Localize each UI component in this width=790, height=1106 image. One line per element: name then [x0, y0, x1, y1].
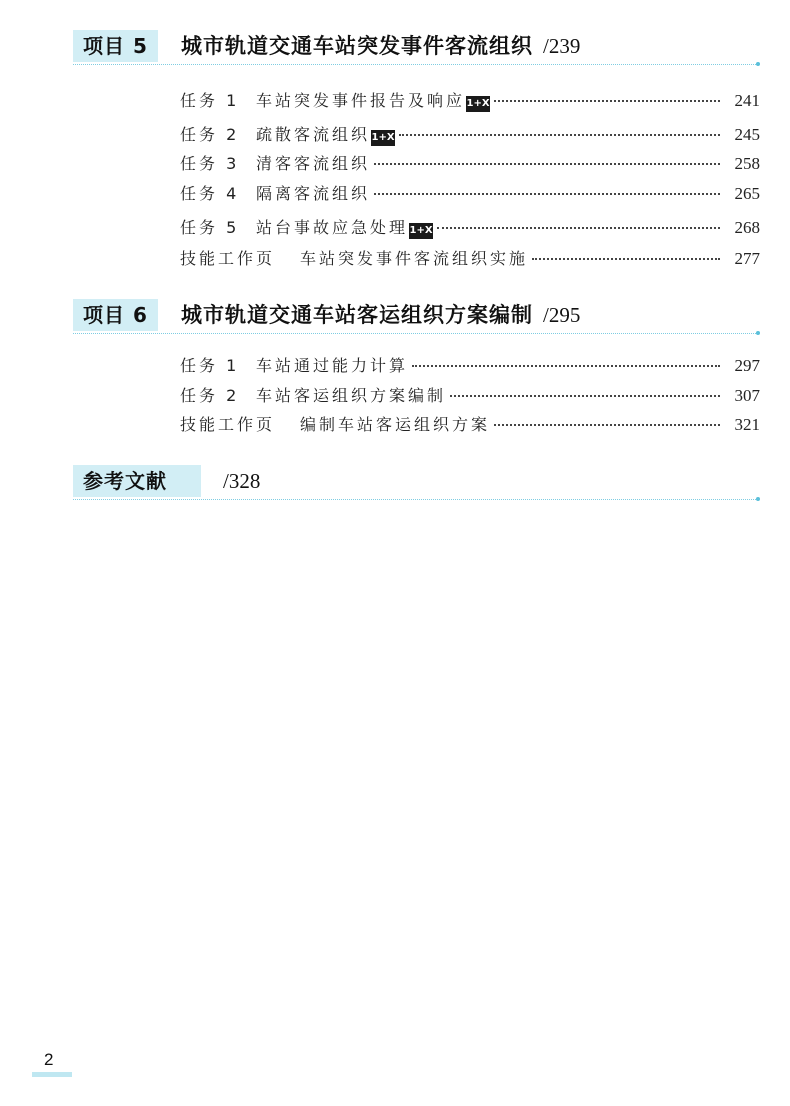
dot-leader — [399, 134, 720, 136]
toc-entry[interactable] — [180, 122, 760, 144]
section-page: /239 — [543, 34, 581, 58]
1x-certificate-icon: 1+X — [409, 223, 433, 239]
section-separator — [73, 64, 758, 65]
section-title: 城市轨道交通车站突发事件客流组织 — [181, 34, 533, 58]
entry-title: 车站突发事件报告及响应 — [256, 91, 466, 110]
section-header — [73, 30, 758, 66]
dot-leader — [374, 193, 720, 195]
toc-entry[interactable] — [180, 151, 760, 173]
entry-label: 任务 5 — [180, 218, 240, 237]
entry-title: 清客客流组织 — [256, 154, 371, 173]
page-number: 2 — [44, 1050, 54, 1069]
dot-leader — [494, 424, 720, 426]
entry-page: 297 — [734, 356, 760, 375]
section-title-row[interactable] — [181, 30, 580, 62]
section-badge: 项目 5 — [73, 30, 158, 62]
section-page: /328 — [223, 469, 261, 493]
entry-page: 245 — [734, 125, 760, 144]
toc-entry[interactable] — [180, 383, 760, 405]
entry-label: 技能工作页 — [180, 249, 276, 268]
entry-page: 277 — [734, 249, 760, 268]
entry-page: 265 — [734, 184, 760, 203]
toc-section-project-5 — [73, 30, 760, 268]
section-title: 城市轨道交通车站客运组织方案编制 — [181, 303, 533, 327]
toc-entry[interactable] — [180, 246, 760, 268]
section-header — [73, 465, 758, 501]
dot-leader — [437, 227, 720, 229]
toc-section-references — [73, 465, 758, 501]
section-header — [73, 299, 758, 335]
section-title-row[interactable] — [213, 465, 260, 497]
entry-title: 车站通过能力计算 — [256, 356, 409, 375]
entry-label: 技能工作页 — [180, 415, 276, 434]
entry-title: 隔离客流组织 — [256, 184, 371, 203]
toc-section-project-6 — [73, 299, 760, 434]
entry-label: 任务 4 — [180, 184, 240, 203]
section-separator — [73, 499, 758, 500]
entry-label: 任务 1 — [180, 356, 240, 375]
1x-certificate-icon: 1+X — [466, 96, 490, 112]
entry-title: 疏散客流组织 — [256, 125, 371, 144]
entry-page: 307 — [734, 386, 760, 405]
entry-label: 任务 2 — [180, 125, 240, 144]
section-page: /295 — [543, 303, 581, 327]
dot-leader — [412, 365, 720, 367]
dot-leader — [374, 163, 720, 165]
dot-leader — [494, 100, 720, 102]
toc-entry[interactable] — [180, 88, 760, 110]
entry-label: 任务 1 — [180, 91, 240, 110]
entry-page: 321 — [734, 415, 760, 434]
toc-entry[interactable] — [180, 353, 760, 375]
section-badge: 参考文献 — [73, 465, 201, 497]
entry-title: 车站突发事件客流组织实施 — [300, 249, 529, 268]
entry-title: 编制车站客运组织方案 — [300, 415, 491, 434]
entry-label: 任务 3 — [180, 154, 240, 173]
entry-page: 268 — [734, 218, 760, 237]
toc-entry[interactable] — [180, 181, 760, 203]
section-title-row[interactable] — [181, 299, 580, 331]
toc-entry[interactable] — [180, 412, 760, 434]
1x-certificate-icon: 1+X — [371, 130, 395, 146]
toc-entry[interactable] — [180, 215, 760, 237]
dot-leader — [450, 395, 720, 397]
entry-page: 258 — [734, 154, 760, 173]
entry-page: 241 — [734, 91, 760, 110]
section-separator — [73, 333, 758, 334]
section-badge: 项目 6 — [73, 299, 158, 331]
entry-label: 任务 2 — [180, 386, 240, 405]
entry-title: 车站客运组织方案编制 — [256, 386, 447, 405]
entry-title: 站台事故应急处理 — [256, 218, 409, 237]
page-number-bar — [32, 1072, 72, 1077]
dot-leader — [532, 258, 720, 260]
